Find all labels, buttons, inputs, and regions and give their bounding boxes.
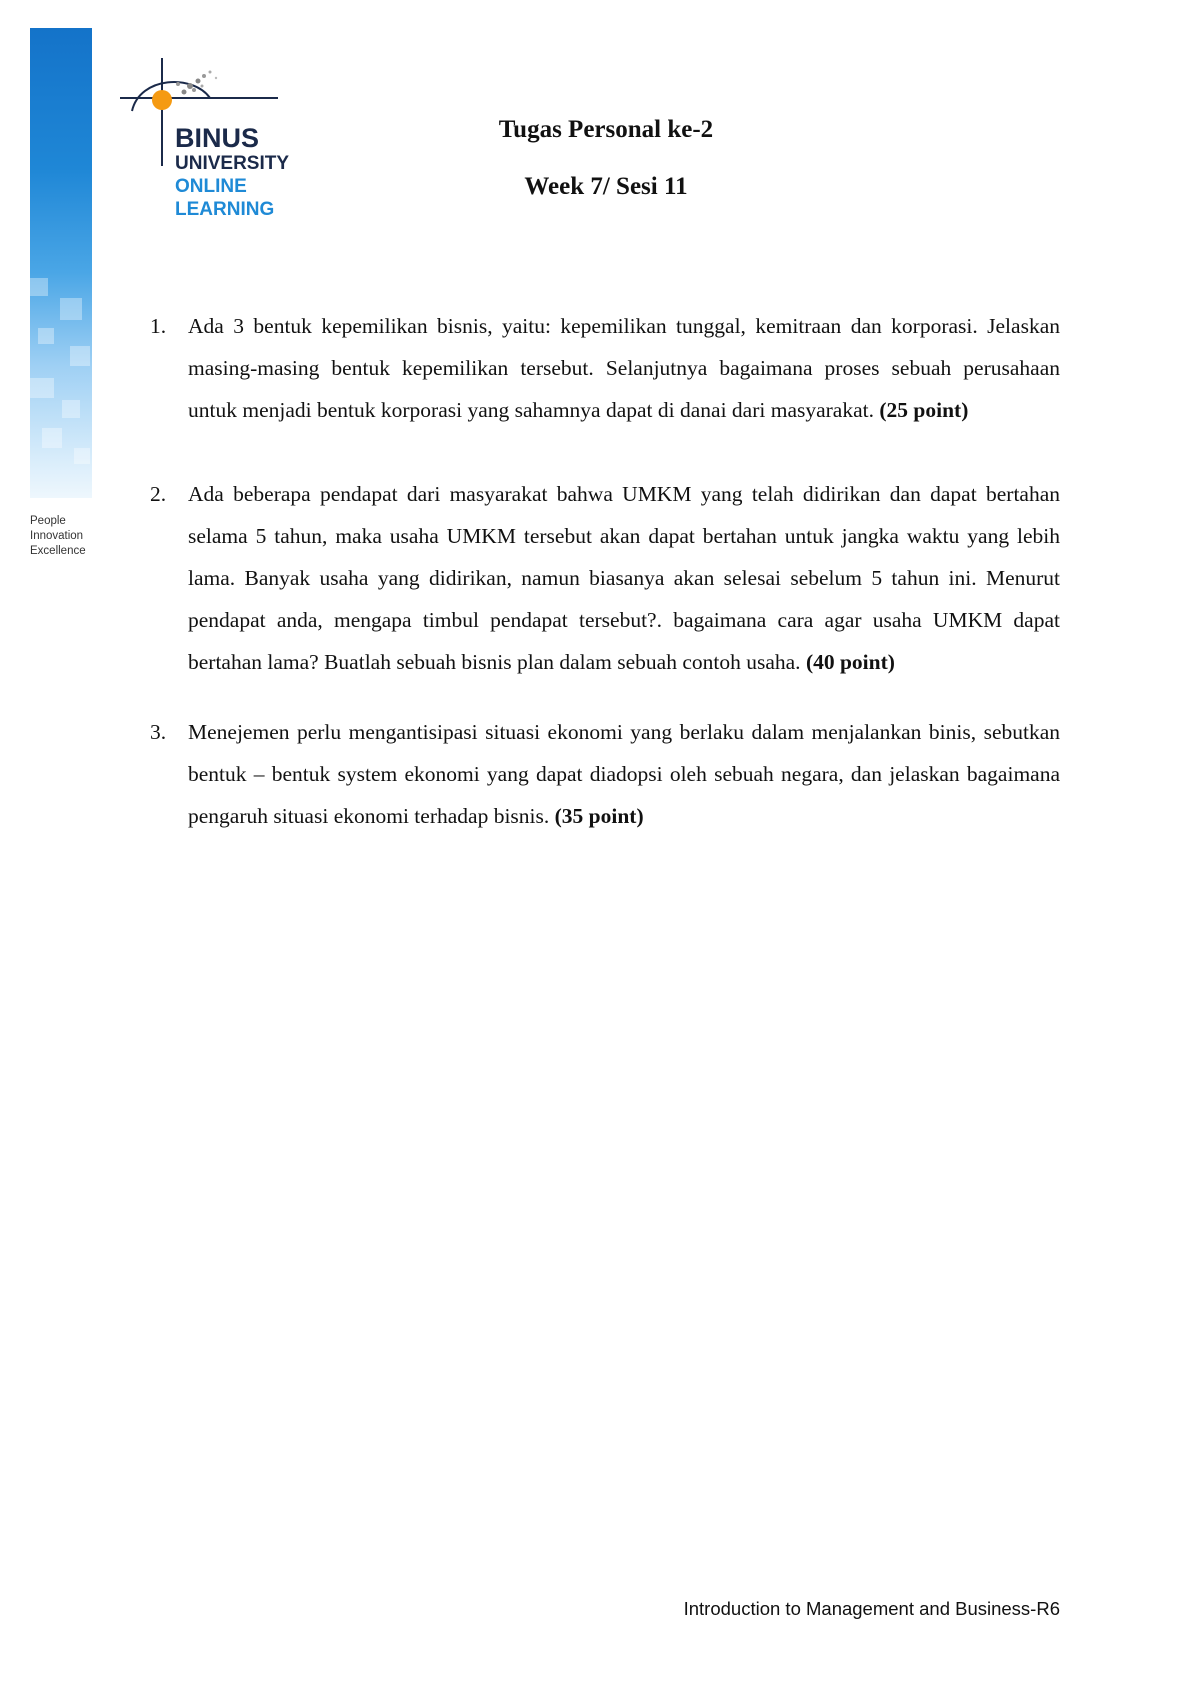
page-subtitle: Week 7/ Sesi 11 (524, 173, 688, 200)
question-number: 3. (150, 720, 167, 744)
question-text: Ada beberapa pendapat dari masyarakat bahwa UMKM yang telah didirikan dan dapat bertahan selama 5 tahun, maka usaha UMKM tersebut akan dapat bertahan untuk jangka waktu yang lebih lama. Banyak usaha yang didirikan, namun biasanya akan selesai sebelum 5 tahun ini. Menurut pendapat anda, mengapa timbul pendapat tersebut?. bagaimana cara agar usaha UMKM dapat bertahan lama? Buatlah sebuah bisnis plan dalam sebuah contoh usaha. (188, 482, 1060, 674)
question-text: Menejemen perlu mengantisipasi situasi ekonomi yang berlaku dalam menjalankan binis, sebutkan bentuk – bentuk system ekonomi yang dapat diadopsi oleh sebuah negara, dan jelaskan bagaimana pengaruh situasi ekonomi terhadap bisnis. (188, 720, 1060, 828)
logo-online: ONLINE (175, 176, 247, 197)
tagline-line: Innovation (30, 530, 84, 542)
logo-university: UNIVERSITY (175, 153, 290, 174)
question-points: (35 point) (554, 804, 644, 828)
question-list (150, 305, 1060, 837)
page-title: Tugas Personal ke-2 (498, 116, 714, 143)
question-points: (25 point) (879, 398, 969, 422)
question-points: (40 point) (805, 650, 895, 674)
question-text: Ada 3 bentuk kepemilikan bisnis, yaitu: kepemilikan tunggal, kemitraan dan korporasi. Jelaskan masing-masing bentuk kepemilikan tersebut. Selanjutnya bagaimana proses sebuah perusahaan untuk menjadi bentuk korporasi yang sahamnya dapat di danai dari masyarakat. (188, 314, 1060, 422)
tagline (30, 514, 86, 559)
decorative-blue-strip (30, 28, 92, 498)
question-number: 1. (150, 314, 167, 338)
page-footer: Introduction to Management and Business-R6 (683, 1598, 1060, 1619)
tagline-line: People (30, 515, 66, 527)
tagline-line: Excellence (30, 545, 86, 557)
logo-binus: BINUS (175, 123, 260, 153)
question-item (150, 305, 1060, 431)
question-item (150, 711, 1060, 837)
logo-learning: LEARNING (175, 199, 275, 220)
question-item (150, 473, 1060, 683)
question-number: 2. (150, 482, 167, 506)
